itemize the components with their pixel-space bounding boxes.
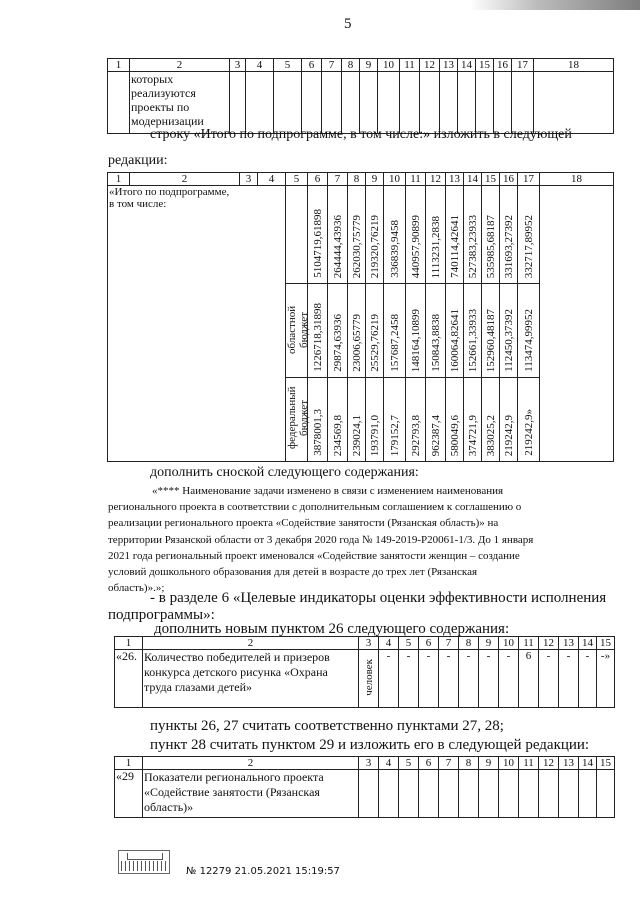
item-text-line: Количество победителей и призеров xyxy=(144,650,330,664)
header-cell: 13 xyxy=(559,757,579,770)
row-label-line: реализуются xyxy=(131,86,196,100)
table-3-header-row xyxy=(115,637,615,650)
regional-value: 23006,65779 xyxy=(350,314,363,372)
header-cell: 12 xyxy=(539,757,559,770)
row-label xyxy=(108,186,286,462)
header-cell: 16 xyxy=(494,59,512,72)
header-cell: 6 xyxy=(302,59,322,72)
table-1-row xyxy=(108,72,614,134)
federal-value: 239024,1 xyxy=(350,414,363,456)
header-cell: 15 xyxy=(597,637,615,650)
source-label: федеральный бюджет xyxy=(286,386,310,450)
header-cell: 3 xyxy=(240,173,258,186)
total-value: 332717,89952 xyxy=(522,214,535,278)
row-label-line: проекты по xyxy=(131,100,190,114)
header-cell: 3 xyxy=(359,757,379,770)
header-cell: 7 xyxy=(439,637,459,650)
value-cell: - xyxy=(459,650,479,708)
header-cell: 2 xyxy=(130,59,230,72)
footnote-line: 2021 года региональный проект именовался «Содействие занятости женщин – создание xyxy=(108,550,520,562)
total-value: 535985,68187 xyxy=(484,214,497,278)
value-cell: - xyxy=(439,650,459,708)
table-4-row xyxy=(115,770,615,818)
header-cell: 13 xyxy=(446,173,464,186)
federal-value: 383025,2 xyxy=(484,414,497,456)
item-number: «29 xyxy=(115,770,143,818)
header-cell: 11 xyxy=(519,637,539,650)
header-cell: 13 xyxy=(440,59,458,72)
header-cell: 4 xyxy=(379,637,399,650)
header-cell: 14 xyxy=(579,757,597,770)
table-3 xyxy=(114,636,615,708)
header-cell: 15 xyxy=(597,757,615,770)
paragraph-1-line-2: редакции: xyxy=(108,153,168,168)
regional-value: 1226718,31898 xyxy=(311,303,324,372)
source-label: областной бюджет xyxy=(286,305,310,355)
item-text-line: конкурса детского рисунка «Охрана xyxy=(144,665,328,679)
item-text-line: «Содействие занятости (Рязанская xyxy=(144,785,320,799)
regional-value: 152661,33933 xyxy=(466,308,479,372)
paragraph-3-line: - в разделе 6 «Целевые индикаторы оценки эффективности исполнения xyxy=(150,590,607,606)
item-text-line: область)» xyxy=(144,800,194,814)
value-cell: -» xyxy=(597,650,615,708)
item-text xyxy=(143,650,359,708)
header-cell: 11 xyxy=(406,173,426,186)
federal-value: 179152,7 xyxy=(388,414,401,456)
header-cell: 1 xyxy=(108,173,130,186)
row-label xyxy=(130,72,230,134)
regional-value: 112450,37392 xyxy=(502,309,515,372)
regional-value: 113474,99952 xyxy=(522,309,535,372)
regional-value: 157687,2458 xyxy=(388,314,401,372)
header-cell: 18 xyxy=(534,59,614,72)
table-4-header-row xyxy=(115,757,615,770)
federal-value: 219242,9 xyxy=(502,414,515,456)
value-cell: 6 xyxy=(519,650,539,708)
total-value: 440957,90899 xyxy=(409,214,422,278)
registration-stamp: № 12279 21.05.2021 15:19:57 xyxy=(186,866,340,877)
row-label-line: которых xyxy=(131,72,174,86)
item-text-line: Показатели регионального проекта xyxy=(144,770,324,784)
header-cell: 4 xyxy=(379,757,399,770)
header-cell: 5 xyxy=(286,173,308,186)
header-cell: 6 xyxy=(419,757,439,770)
total-value: 331693,27392 xyxy=(502,214,515,278)
scan-noise xyxy=(470,0,640,10)
table-2-header-row xyxy=(108,173,614,186)
paragraph-4-line: пункт 28 считать пунктом 29 и изложить его в следующей редакции: xyxy=(150,737,590,753)
header-cell: 14 xyxy=(458,59,476,72)
federal-value: 292793,8 xyxy=(409,414,422,456)
total-value: 1113231,2838 xyxy=(429,215,442,278)
header-cell: 15 xyxy=(476,59,494,72)
header-cell: 10 xyxy=(384,173,406,186)
total-value: 219320,76219 xyxy=(368,214,381,278)
paragraph-3-line: дополнить новым пунктом 26 следующего содержания: xyxy=(154,621,510,637)
regional-value: 160064,82641 xyxy=(448,308,461,372)
header-cell: 1 xyxy=(115,757,143,770)
value-cell: - xyxy=(579,650,597,708)
regional-value: 150843,8838 xyxy=(429,314,442,372)
regional-value: 25529,76219 xyxy=(368,314,381,372)
header-cell: 17 xyxy=(512,59,534,72)
header-cell: 14 xyxy=(579,637,597,650)
header-cell: 1 xyxy=(115,637,143,650)
federal-value: 3878001,3 xyxy=(311,409,324,456)
header-cell: 8 xyxy=(459,637,479,650)
total-value: 262030,75779 xyxy=(350,214,363,278)
row-label-line: модернизации xyxy=(131,114,204,128)
header-cell: 10 xyxy=(499,757,519,770)
header-cell: 18 xyxy=(540,173,614,186)
item-text xyxy=(143,770,359,818)
table-1 xyxy=(107,58,614,134)
header-cell: 6 xyxy=(419,637,439,650)
footnote-line: реализации регионального проекта «Содействие занятости (Рязанская область)» на xyxy=(108,517,499,529)
header-cell: 11 xyxy=(519,757,539,770)
paragraph-3-line: подпрограммы»: xyxy=(108,607,215,623)
header-cell: 4 xyxy=(246,59,274,72)
item-text-line: труда глазами детей» xyxy=(144,680,253,694)
footnote-line: территории Рязанской области от 3 декабря 2020 года № 149-2019-P20061-1/3. До 1 января xyxy=(108,534,534,546)
header-cell: 8 xyxy=(459,757,479,770)
header-cell: 7 xyxy=(439,757,459,770)
federal-value: 374721,9 xyxy=(466,414,479,456)
header-cell: 5 xyxy=(274,59,302,72)
total-value: 5104719,61898 xyxy=(311,209,324,278)
header-cell: 16 xyxy=(500,173,518,186)
total-value: 527383,23933 xyxy=(466,214,479,278)
federal-value: 219242,9» xyxy=(522,409,535,456)
header-cell: 12 xyxy=(420,59,440,72)
value-cell: - xyxy=(539,650,559,708)
footnote-line: «**** Наименование задачи изменено в связи с изменением наименования xyxy=(152,485,504,497)
page-number: 5 xyxy=(344,16,352,32)
table-3-row xyxy=(115,650,615,708)
total-value: 740114,42641 xyxy=(448,215,461,278)
header-cell: 9 xyxy=(479,637,499,650)
value-cell: - xyxy=(419,650,439,708)
header-cell: 2 xyxy=(130,173,240,186)
footnote-line: регионального проекта в соответствии с дополнительным соглашением к соглашению о xyxy=(108,501,522,513)
federal-value: 234569,8 xyxy=(331,414,344,456)
total-value: 264444,43936 xyxy=(331,214,344,278)
table-2 xyxy=(107,172,614,462)
regional-value: 152960,48187 xyxy=(484,308,497,372)
header-cell: 13 xyxy=(559,637,579,650)
paragraph-4-line: пункты 26, 27 считать соответственно пунктами 27, 28; xyxy=(150,718,504,734)
header-cell: 8 xyxy=(348,173,366,186)
header-cell: 9 xyxy=(360,59,378,72)
header-cell: 6 xyxy=(308,173,328,186)
building-emblem-icon xyxy=(118,850,170,874)
table-1-header-row xyxy=(108,59,614,72)
federal-value: 193791,0 xyxy=(368,414,381,456)
header-cell: 10 xyxy=(499,637,519,650)
header-cell: 1 xyxy=(108,59,130,72)
header-cell: 10 xyxy=(378,59,400,72)
regional-value: 148164,10899 xyxy=(409,308,422,372)
header-cell: 14 xyxy=(464,173,482,186)
footnote-line: область)».»; xyxy=(108,582,165,594)
header-cell: 17 xyxy=(518,173,540,186)
footnote-line: условий дошкольного образования для детей в возрасте до трех лет (Рязанская xyxy=(108,566,478,578)
item-number: «26. xyxy=(115,650,143,708)
header-cell: 7 xyxy=(322,59,342,72)
row-label-line: в том числе: xyxy=(109,198,167,210)
header-cell: 2 xyxy=(143,637,359,650)
paragraph-1-line-1: строку «Итого по подпрограмме, в том числе:» изложить в следующей xyxy=(150,127,572,142)
value-cell: - xyxy=(479,650,499,708)
value-cell: - xyxy=(379,650,399,708)
value-cell: - xyxy=(499,650,519,708)
header-cell: 4 xyxy=(258,173,286,186)
header-cell: 12 xyxy=(426,173,446,186)
federal-value: 962387,4 xyxy=(429,414,442,456)
regional-value: 29874,63936 xyxy=(331,314,344,372)
header-cell: 15 xyxy=(482,173,500,186)
header-cell: 9 xyxy=(366,173,384,186)
value-cell: - xyxy=(399,650,419,708)
header-cell: 11 xyxy=(400,59,420,72)
row-label-line: «Итого по подпрограмме, xyxy=(109,186,230,198)
paragraph-2-intro: дополнить сноской следующего содержания: xyxy=(150,465,419,480)
unit-label: человек xyxy=(362,658,375,696)
header-cell: 9 xyxy=(479,757,499,770)
header-cell: 2 xyxy=(143,757,359,770)
header-cell: 5 xyxy=(399,757,419,770)
header-cell: 8 xyxy=(342,59,360,72)
header-cell: 3 xyxy=(230,59,246,72)
header-cell: 12 xyxy=(539,637,559,650)
total-value: 336839,9458 xyxy=(388,220,401,278)
header-cell: 5 xyxy=(399,637,419,650)
table-4 xyxy=(114,756,615,818)
header-cell: 7 xyxy=(328,173,348,186)
header-cell: 3 xyxy=(359,637,379,650)
federal-value: 580049,6 xyxy=(448,414,461,456)
value-cell: - xyxy=(559,650,579,708)
table-2-total-row xyxy=(108,186,614,284)
